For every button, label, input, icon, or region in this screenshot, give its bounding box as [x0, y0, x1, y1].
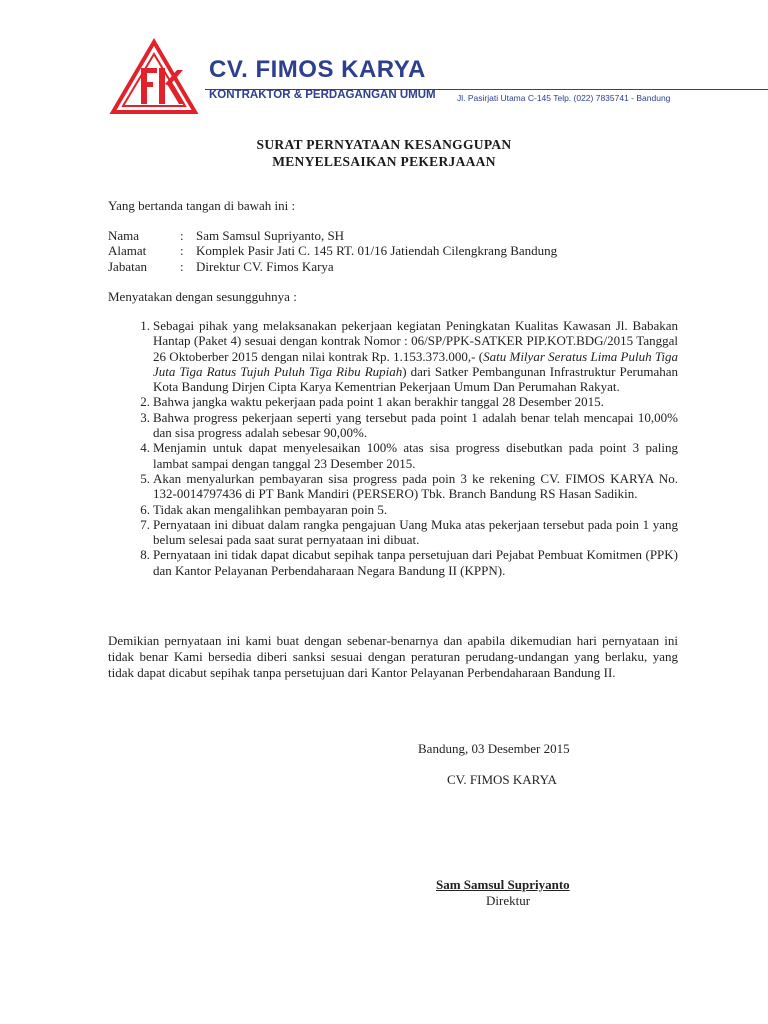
document-title-line-1: SURAT PERNYATAAN KESANGGUPAN [256, 137, 512, 152]
list-item-number: 5. [140, 470, 150, 486]
list-item [108, 318, 678, 394]
signatory-position: Direktur [486, 893, 531, 908]
statement-intro: Menyatakan dengan sesungguhnya : [108, 289, 297, 304]
list-item-text-part: ) dari Satker Pembangunan Infrastruktur Perumahan Kota Bandung Dirjen Cipta Karya Kementrian Pekerjaan Umum Dan Perumahan Rakyat. [153, 363, 678, 395]
list-item-number: 8. [140, 547, 150, 563]
list-item-number: 4. [140, 440, 150, 456]
list-item-text [153, 318, 678, 394]
signatory-name: Sam Samsul Supriyanto [436, 877, 570, 892]
list-item-number: 2. [140, 394, 150, 410]
list-item [108, 410, 678, 441]
signature-company: CV. FIMOS KARYA [447, 772, 557, 787]
contract-value-words: Satu Milyar Seratus Lima Puluh Tiga Juta Tiga Ratus Tujuh Puluh Tiga Ribu Rupiah [153, 348, 678, 379]
closing-paragraph: Demikian pernyataan ini kami buat dengan sebenar-benarnya dan apabila dikemudian hari pernyataan ini tidak benar Kami bersedia diberi sanksi sesuai dengan peraturan perudang-undangan yang berlaku, yang tidak dapat dicabut sepihak tanpa persetujuan dari Kantor Pelayanan Perbendaharaan Bandung II. [108, 633, 678, 680]
list-item-text: Tidak akan mengalihkan pembayaran poin 5. [153, 501, 388, 517]
company-logo [109, 38, 199, 116]
list-item-text: Menjamin untuk dapat menyelesaikan 100% atas sisa progress disebutkan pada point 3 paling lambat sampai dengan tanggal 23 Desember 2015. [153, 440, 678, 471]
intro-text: Yang bertanda tangan di bawah ini : [108, 198, 296, 213]
list-item-text: Bahwa progress pekerjaan seperti yang tersebut pada point 1 adalah benar telah mencapai 10,00% dan sisa progress adalah sebesar 90,00%. [153, 409, 678, 441]
identity-value: Komplek Pasir Jati C. 145 RT. 01/16 Jatiendah Cilengkrang Bandung [196, 243, 558, 258]
list-item-text-part: Sebagai pihak yang melaksanakan pekerjaan kegiatan Peningkatan Kualitas Kawasan Jl. Babakan Hantap (Paket 4) sesuai dengan kontrak Nomor : 06/SP/PPK-SATKER PIP.KOT.BDG/2015 Tanggal 26 Oktoberber 2015 dengan nilai kontrak Rp. 1.153.373.000,- ( [153, 318, 678, 364]
statement-list [108, 318, 678, 578]
list-item-text: Pernyataan ini dibuat dalam rangka pengajuan Uang Muka atas pekerjaan tersebut pada poin 1 yang belum selesai pada saat surat pernyataan ini dibuat. [153, 516, 678, 548]
identity-value: Sam Samsul Supriyanto, SH [196, 228, 345, 243]
document-title-line-2: MENYELESAIKAN PEKERJAAAN [272, 154, 496, 169]
list-item [108, 517, 678, 548]
list-item-text: Akan menyalurkan pembayaran sisa progress pada poin 3 ke rekening CV. FIMOS KARYA No. 132-0014797436 di PT Bank Mandiri (PERSERO) Tbk. Branch Bandung RS Hasan Sadikin. [153, 470, 678, 502]
identity-label: Jabatan [108, 259, 147, 274]
list-item-number: 7. [140, 516, 150, 532]
identity-colon: : [180, 228, 184, 243]
list-item [108, 547, 678, 578]
identity-value: Direktur CV. Fimos Karya [196, 259, 334, 274]
list-item-number: 6. [140, 501, 150, 517]
company-address: Jl. Pasirjati Utama C-145 Telp. (022) 7835741 - Bandung [457, 93, 671, 103]
list-item-text: Bahwa jangka waktu pekerjaan pada point 1 akan berakhir tanggal 28 Desember 2015. [153, 394, 604, 410]
identity-label: Nama [108, 228, 140, 243]
identity-colon: : [180, 259, 184, 274]
list-item [108, 471, 678, 502]
list-item-number: 3. [140, 409, 150, 425]
identity-label: Alamat [108, 243, 147, 258]
list-item-text: Pernyataan ini tidak dapat dicabut sepihak tanpa persetujuan dari Pejabat Pembuat Komitmen (PPK) dan Kantor Pelayanan Perbendaharaan Negara Bandung II (KPPN). [153, 547, 678, 578]
company-tagline: KONTRAKTOR & PERDAGANGAN UMUM [209, 89, 436, 101]
place-date: Bandung, 03 Desember 2015 [418, 741, 570, 756]
identity-colon: : [180, 243, 184, 258]
list-item [108, 502, 678, 517]
company-name: CV. FIMOS KARYA [209, 56, 426, 83]
list-item [108, 440, 678, 471]
list-item [108, 394, 678, 409]
letterhead [105, 38, 685, 118]
list-item-number: 1. [140, 318, 150, 333]
